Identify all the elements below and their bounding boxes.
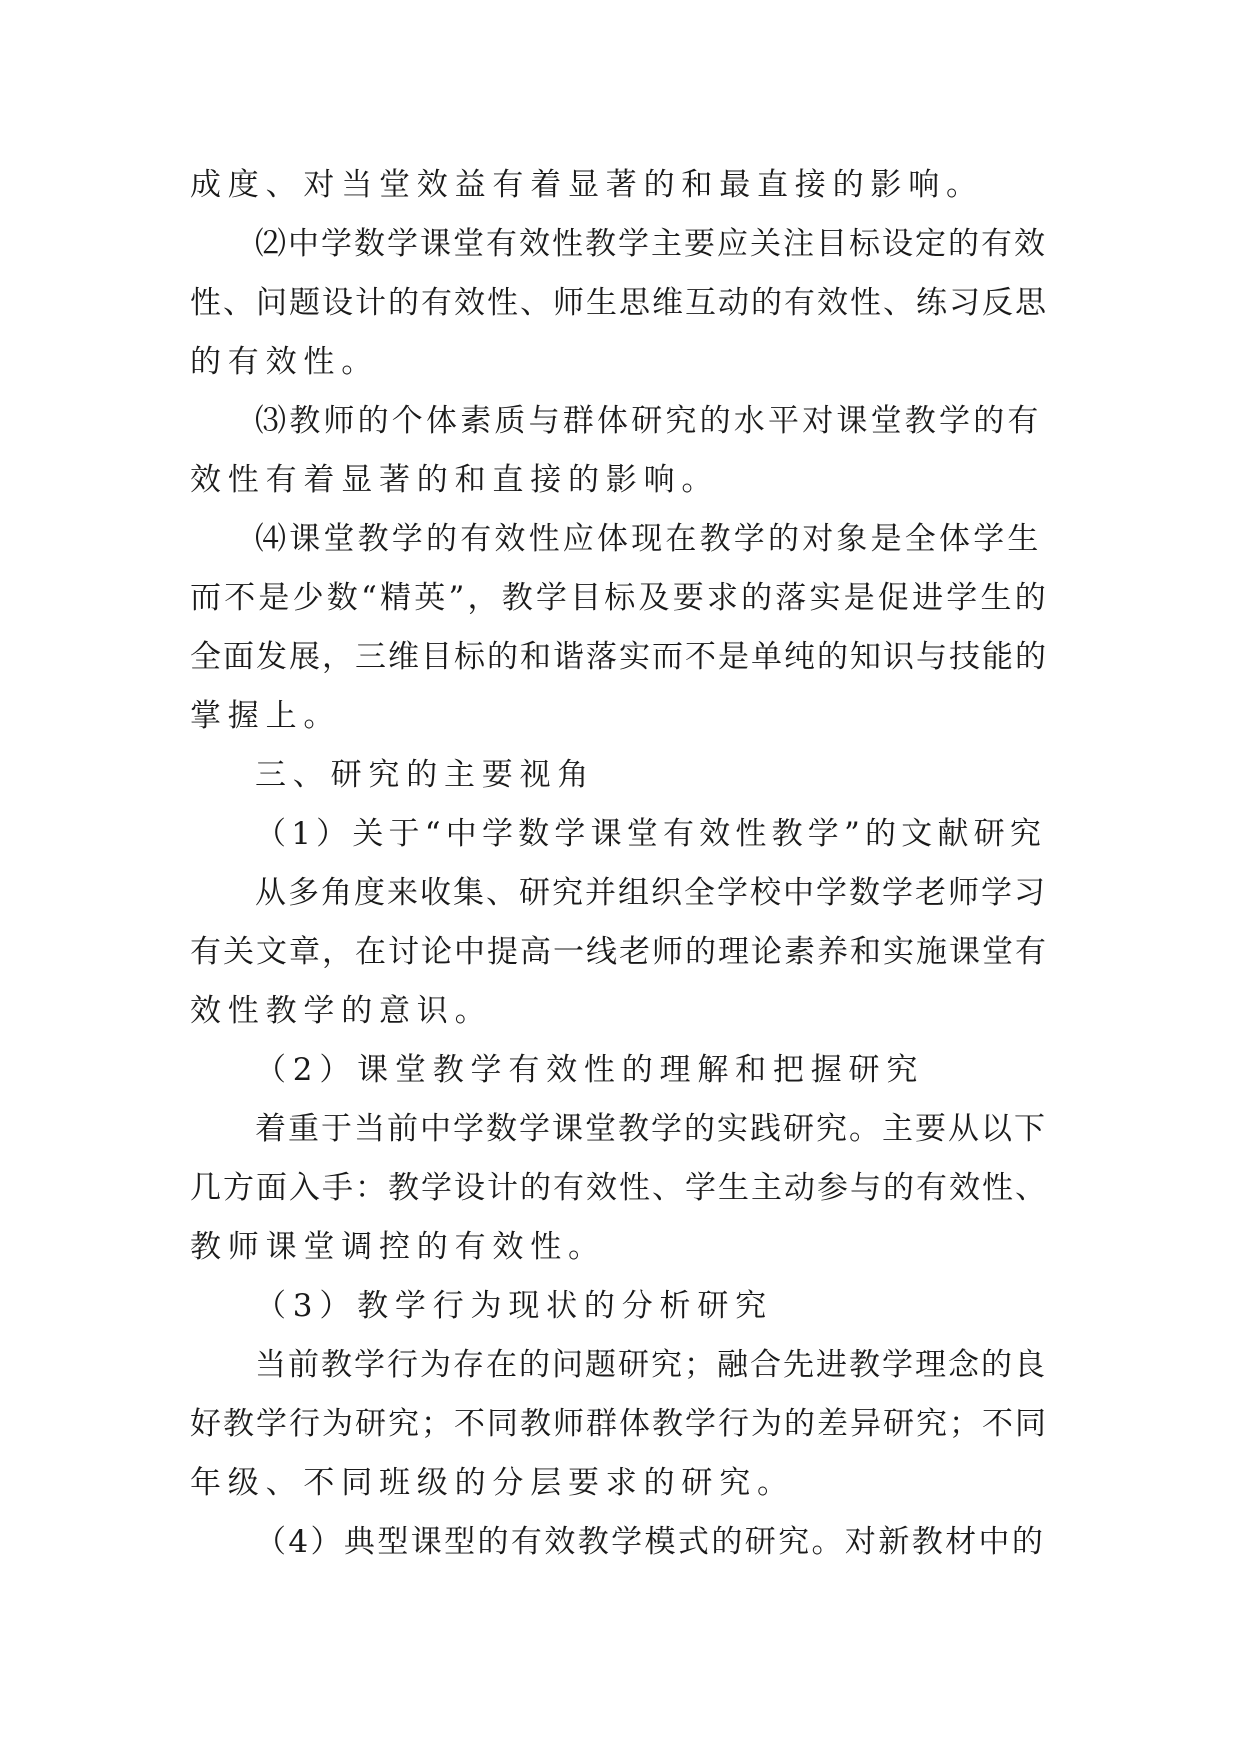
text-line-2: ⑵中学数学课堂有效性教学主要应关注目标设定的有效 xyxy=(255,226,1047,262)
text-line-1: 成度、对当堂效益有着显著的和最直接的影响。 xyxy=(190,167,984,203)
text-line-21: 当前教学行为存在的问题研究；融合先进教学理念的良 xyxy=(255,1347,1047,1383)
text-line-13: 从多角度来收集、研究并组织全学校中学数学老师学习 xyxy=(255,875,1047,911)
text-line-3: 性、问题设计的有效性、师生思维互动的有效性、练习反思 xyxy=(190,285,1048,321)
text-line-8: 而不是少数“精英”，教学目标及要求的落实是促进学生的 xyxy=(190,580,1049,616)
section-heading: 三、研究的主要视角 xyxy=(255,757,596,793)
text-line-18: 几方面入手：教学设计的有效性、学生主动参与的有效性、 xyxy=(190,1170,1048,1206)
text-line-17: 着重于当前中学数学课堂教学的实践研究。主要从以下 xyxy=(255,1111,1047,1147)
subsection-heading-3: （3）教学行为现状的分析研究 xyxy=(255,1288,773,1324)
text-line-6: 效性有着显著的和直接的影响。 xyxy=(190,462,720,498)
text-line-15: 效性教学的意识。 xyxy=(190,993,493,1029)
subsection-heading-4: （4）典型课型的有效教学模式的研究。对新教材中的 xyxy=(255,1524,1046,1560)
text-line-14: 有关文章，在讨论中提高一线老师的理论素养和实施课堂有 xyxy=(190,934,1048,970)
text-line-9: 全面发展，三维目标的和谐落实而不是单纯的知识与技能的 xyxy=(190,639,1048,675)
text-line-7: ⑷课堂教学的有效性应体现在教学的对象是全体学生 xyxy=(255,521,1042,557)
text-line-19: 教师课堂调控的有效性。 xyxy=(190,1229,606,1265)
subsection-heading-1: （1）关于“中学数学课堂有效性教学”的文献研究 xyxy=(255,816,1047,852)
text-line-4: 的有效性。 xyxy=(190,344,379,380)
subsection-heading-2: （2）课堂教学有效性的理解和把握研究 xyxy=(255,1052,925,1088)
text-line-22: 好教学行为研究；不同教师群体教学行为的差异研究；不同 xyxy=(190,1406,1048,1442)
text-line-5: ⑶教师的个体素质与群体研究的水平对课堂教学的有 xyxy=(255,403,1042,439)
text-line-10: 掌握上。 xyxy=(190,698,342,734)
text-line-23: 年级、不同班级的分层要求的研究。 xyxy=(190,1465,795,1501)
